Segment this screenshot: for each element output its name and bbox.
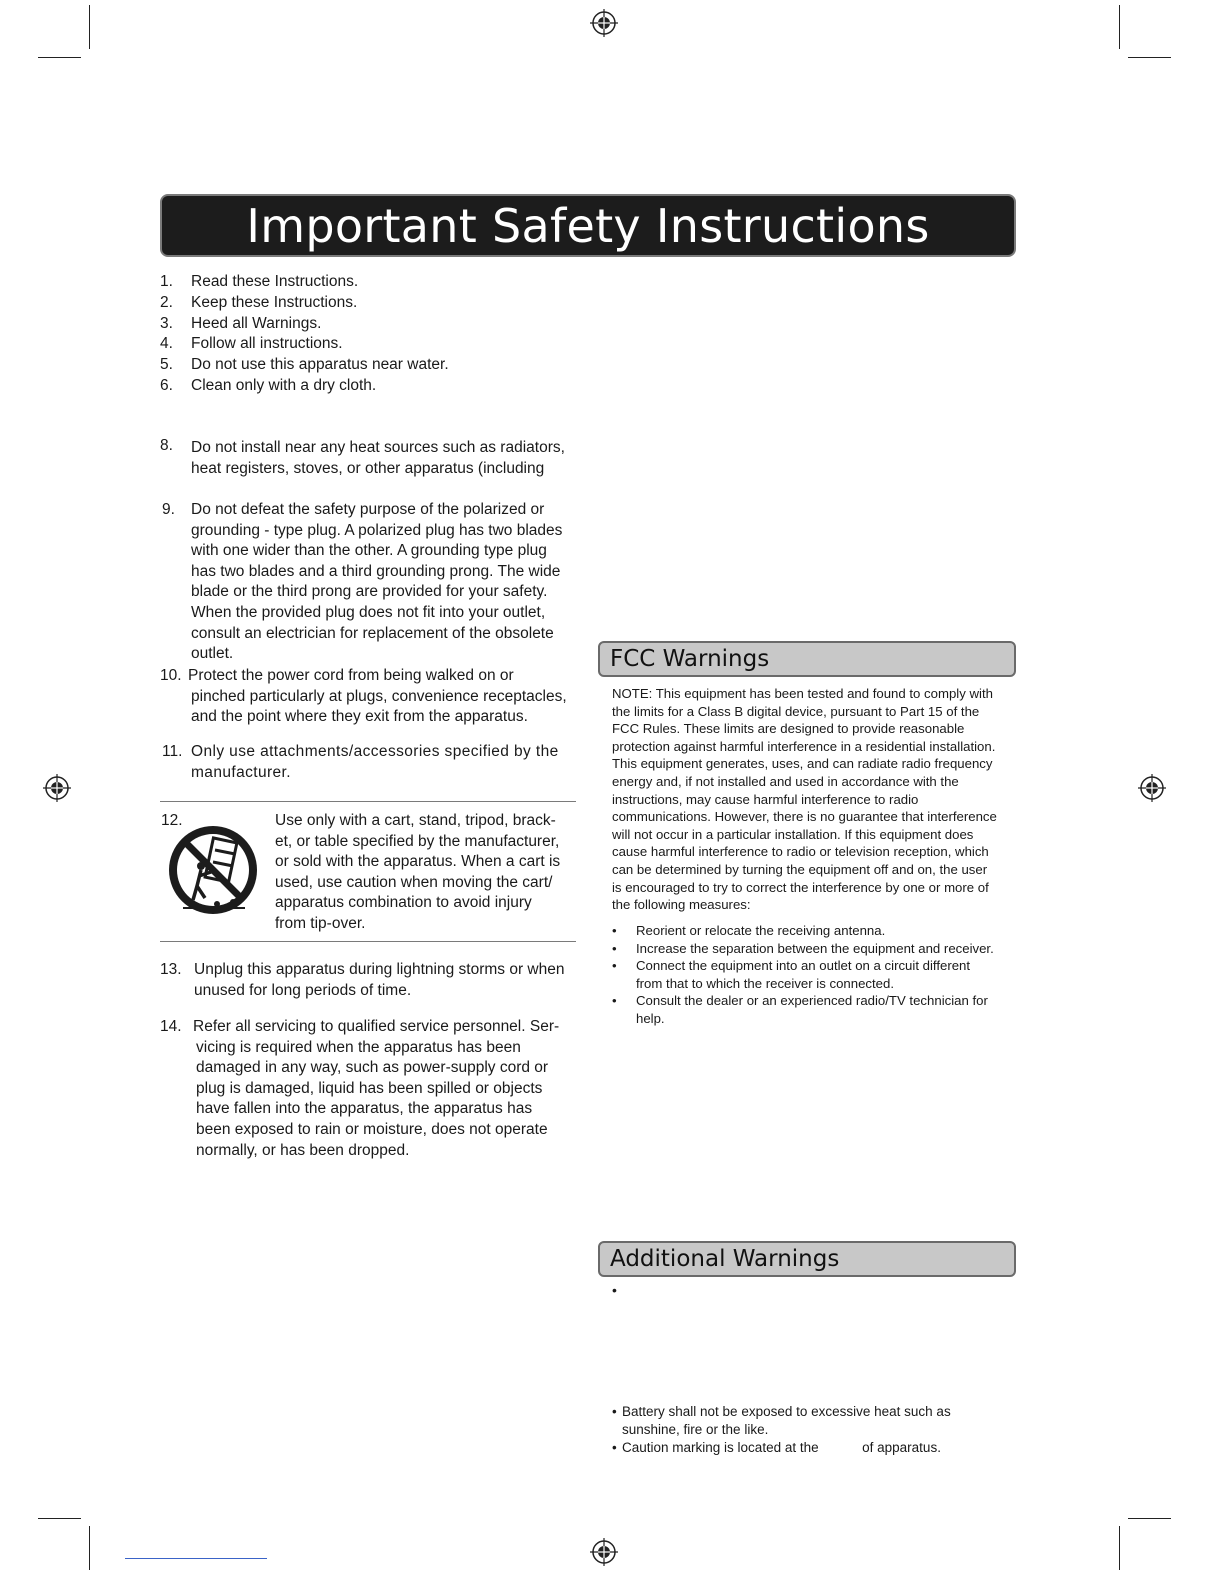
text-line: from that to which the receiver is connected. [636,975,895,991]
text-line: vicing is required when the apparatus has been [196,1038,521,1056]
cart-tip-over-warning-icon [167,824,259,916]
item-text [188,666,588,728]
text-line: the following measures: [612,897,751,913]
item-text [193,1017,603,1161]
crop-mark [1119,5,1120,49]
text-line: cause harmful interference to radio or television reception, which [612,844,989,860]
list-item [612,957,1022,992]
crop-mark [89,5,90,49]
text-line: blade or the third prong are provided for your safety. [191,583,548,601]
item-text: Do not use this apparatus near water. [191,356,449,373]
text-line: Use only with a cart, stand, tripod, brack- [275,812,556,829]
bullet-icon: • [612,993,617,1009]
text-line: Refer all servicing to qualified service personnel. Ser- [193,1018,560,1035]
crop-mark [1128,57,1171,58]
text-line: Battery shall not be exposed to excessive heat such as [622,1404,951,1419]
text-line: Do not defeat the safety purpose of the polarized or [191,501,545,518]
item-number: 10. [160,667,182,684]
registration-mark-icon [589,8,619,38]
page-title: Important Safety Instructions [160,194,1016,257]
text-line: plug is damaged, liquid has been spilled or objects [196,1079,543,1097]
text-line: sunshine, fire or the like. [622,1421,769,1437]
additional-warnings-header: Additional Warnings [598,1241,1016,1277]
crop-mark [89,1526,90,1570]
text-line: Unplug this apparatus during lightning storms or when [194,961,565,978]
text-line: Consult the dealer or an experienced radio/TV technician for [636,993,988,1009]
item-text [194,960,604,1001]
registration-mark-icon [589,1537,619,1567]
item-number: 4. [160,335,173,352]
text-line: will not occur in a particular installation. If this equipment does [612,826,974,842]
text-line: from tip-over. [275,914,366,932]
bullet-icon: • [612,940,617,956]
crop-mark [38,57,81,58]
text-line: apparatus combination to avoid injury [275,894,532,912]
bullet-icon: • [612,1282,617,1298]
item-number: 11. [162,743,183,760]
list-item [612,1403,992,1438]
list-item [612,992,1022,1027]
item-text: Read these Instructions. [191,273,359,290]
text-line: energy and, if not installed and used in accordance with the [612,773,959,789]
text-line: have fallen into the apparatus, the apparatus has [196,1100,533,1118]
item-number: 3. [160,315,173,332]
text-line: consult an electrician for replacement of the obsolete [191,624,554,642]
bullet-icon: • [612,1404,617,1419]
item-number: 14. [160,1018,182,1035]
text-line: Do not install near any heat sources such as radiators, [191,439,565,456]
divider [160,801,576,802]
bullet-icon: • [612,1440,617,1456]
item-number: 13. [160,961,182,978]
item-number: 2. [160,294,173,311]
text-line: manufacturer. [191,763,291,781]
bullet-icon: • [612,923,617,938]
fcc-note-paragraph [612,685,1022,914]
crop-mark [38,1518,81,1519]
text-line: protection against harmful interference in a residential installation. [612,738,996,754]
list-item [612,922,1022,940]
text-line: with one wider than the other. A grounding type plug [191,542,547,560]
list-item [612,940,1022,958]
text-line: Only use attachments/accessories specified by the [191,743,559,760]
item-text: Follow all instructions. [191,335,343,352]
footer-link-underline [125,1558,267,1559]
text-line: et, or table specified by the manufacturer, [275,832,560,850]
item-text: Clean only with a dry cloth. [191,377,377,394]
text-line: FCC Rules. These limits are designed to provide reasonable [612,721,965,737]
divider [160,941,576,942]
text-line: and the point where they exit from the apparatus. [191,708,528,726]
item-number: 9. [162,501,175,518]
item-text [191,438,591,479]
text-line: grounding - type plug. A polarized plug has two blades [191,521,563,539]
item-text [191,500,591,665]
crop-mark [1128,1518,1171,1519]
text-line: used, use caution when moving the cart/ [275,873,553,891]
text-line: has two blades and a third grounding prong. The wide [191,562,561,580]
text-fragment: Caution marking is located at the [622,1440,819,1456]
item-text [191,742,591,783]
text-line: is encouraged to try to correct the interference by one or more of [612,879,989,895]
text-line: This equipment generates, uses, and can radiate radio frequency [612,756,993,772]
text-line: NOTE: This equipment has been tested and found to comply with [612,686,993,701]
text-line: help. [636,1010,665,1026]
item-number: 6. [160,377,173,394]
text-line: Reorient or relocate the receiving antenna. [636,923,886,938]
text-line: Increase the separation between the equipment and receiver. [636,940,994,956]
text-line: pinched particularly at plugs, convenience receptacles, [191,687,567,705]
text-line: can be determined by turning the equipment off and on, the user [612,861,988,877]
text-line: or sold with the apparatus. When a cart is [275,853,561,871]
text-line: normally, or has been dropped. [196,1141,410,1159]
text-line: instructions, may cause harmful interference to radio [612,791,919,807]
bullet-icon: • [612,958,617,974]
item-text [275,811,585,935]
text-line: the limits for a Class B digital device, pursuant to Part 15 of the [612,703,980,719]
crop-mark [1119,1526,1120,1570]
text-line: outlet. [191,645,234,663]
item-number: 8. [160,437,173,454]
text-line: heat registers, stoves, or other apparatus (including [191,459,545,477]
text-line: communications. However, there is no guarantee that interference [612,809,997,825]
registration-mark-icon [42,773,72,803]
registration-mark-icon [1137,773,1167,803]
item-number: 12. [161,812,183,829]
item-number: 1. [160,273,173,290]
text-line: damaged in any way, such as power-supply cord or [196,1059,549,1077]
fcc-measures-list [612,922,1022,1028]
text-line: been exposed to rain or moisture, does not operate [196,1120,548,1138]
item-text: Keep these Instructions. [191,294,358,311]
text-line: Protect the power cord from being walked on or [188,667,514,684]
item-text: Heed all Warnings. [191,315,322,332]
item-number: 5. [160,356,173,373]
text-line: Connect the equipment into an outlet on a circuit different [636,958,971,974]
fcc-warnings-header: FCC Warnings [598,641,1016,677]
text-line: When the provided plug does not fit into your outlet, [191,603,546,621]
additional-warnings-list [612,1403,992,1457]
text-fragment: of apparatus. [862,1440,941,1456]
list-item [612,1439,992,1457]
text-line: unused for long periods of time. [194,981,412,999]
